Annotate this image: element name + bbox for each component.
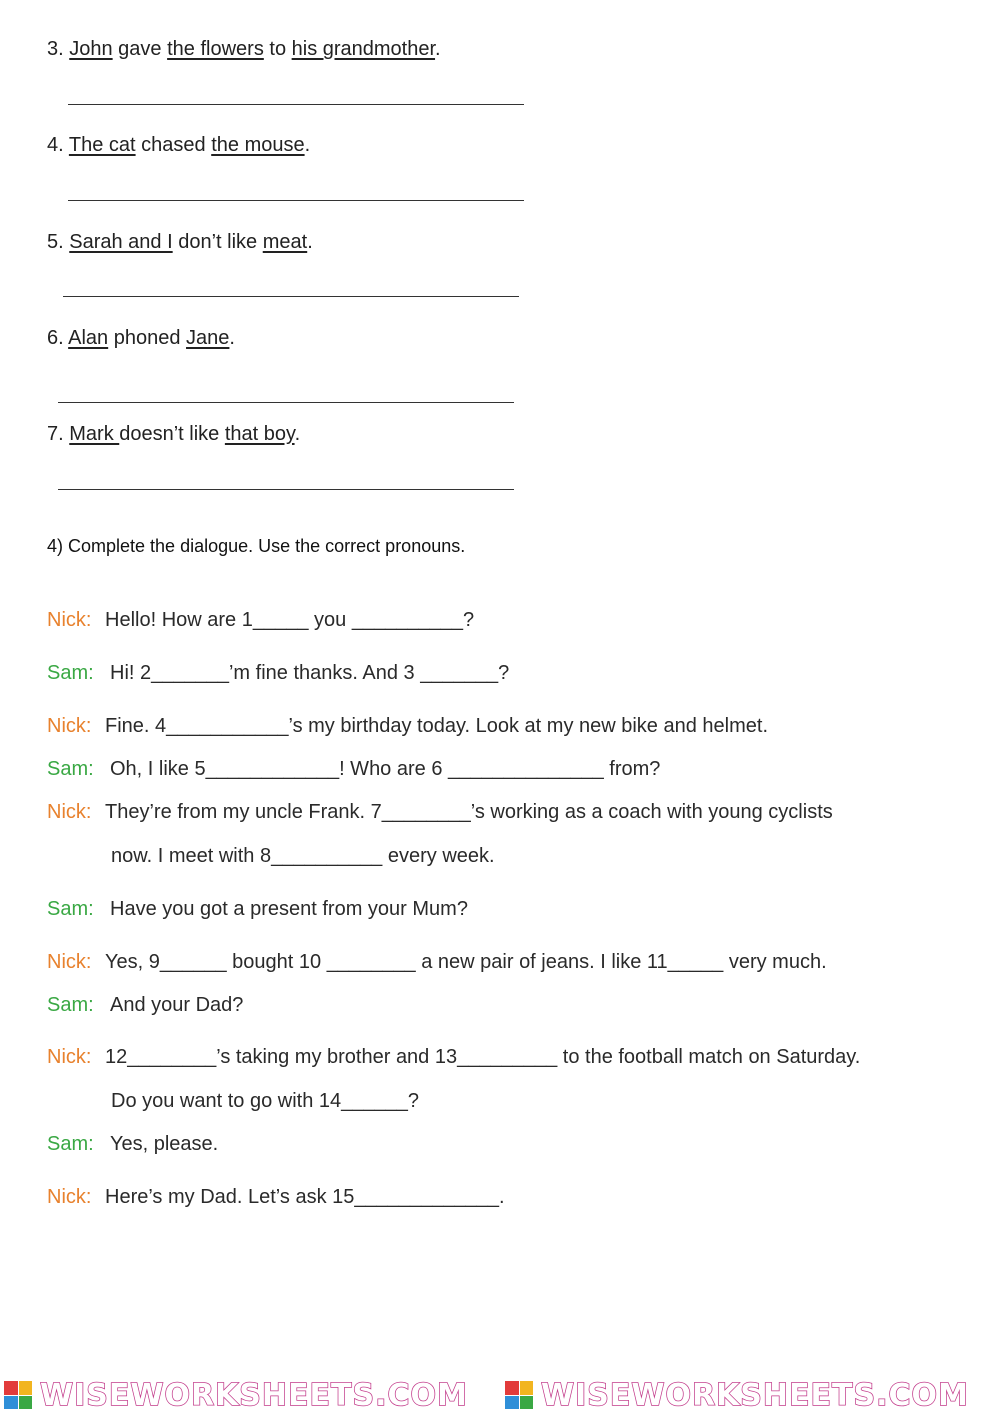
underlined-word: Sarah and I: [69, 231, 173, 253]
underlined-word: his grandmother: [291, 38, 436, 60]
plain-text: phoned: [108, 327, 187, 349]
speaker-nick: Nick:: [47, 1046, 92, 1068]
item-number: 4.: [47, 134, 64, 156]
dialogue-line-9[interactable]: 12________’s taking my brother and 13_________ to the football match on Saturday.: [105, 1046, 861, 1068]
footer-watermark: [0, 1378, 1000, 1413]
underlined-word: that boy: [224, 423, 295, 445]
plain-text: doesn’t like: [119, 423, 225, 445]
sentence-5: [47, 231, 313, 254]
plain-text: gave: [112, 38, 168, 60]
underlined-word: Mark: [69, 423, 120, 445]
answer-line-3[interactable]: [68, 104, 524, 105]
dialogue-line-10: Yes, please.: [110, 1133, 219, 1155]
answer-line-6[interactable]: [58, 402, 514, 403]
dialogue-line-5-cont[interactable]: now. I meet with 8__________ every week.: [111, 845, 495, 867]
brand-logo-left[interactable]: [4, 1378, 468, 1412]
plain-text: .: [307, 231, 313, 253]
speaker-sam: Sam:: [47, 662, 94, 684]
item-number: 3.: [47, 38, 64, 60]
item-number: 6.: [47, 327, 64, 349]
plain-text: .: [229, 327, 235, 349]
plain-text: .: [294, 423, 301, 445]
speaker-sam: Sam:: [47, 758, 94, 780]
dialogue-line-5[interactable]: They’re from my uncle Frank. 7________’s working as a coach with young cyclists: [105, 801, 833, 823]
answer-line-4[interactable]: [68, 200, 524, 201]
plain-text: .: [435, 38, 441, 60]
speaker-nick: Nick:: [47, 951, 92, 973]
dialogue-line-2[interactable]: Hi! 2_______’m fine thanks. And 3 _______?: [110, 662, 510, 684]
sentence-6: [47, 327, 235, 350]
brand-text: WISEWORKSHEETS.COM: [541, 1378, 969, 1413]
plain-text: .: [304, 134, 311, 156]
dialogue-line-1[interactable]: Hello! How are 1_____ you __________?: [105, 609, 475, 631]
dialogue-line-11[interactable]: Here’s my Dad. Let’s ask 15_____________.: [105, 1186, 505, 1208]
dialogue-line-9-cont[interactable]: Do you want to go with 14______?: [111, 1090, 419, 1112]
brand-text: WISEWORKSHEETS.COM: [40, 1378, 468, 1413]
item-number: 7.: [47, 423, 64, 445]
underlined-word: John: [69, 38, 113, 60]
underlined-word: The cat: [68, 134, 136, 156]
dialogue-line-6: Have you got a present from your Mum?: [110, 898, 468, 920]
speaker-nick: Nick:: [47, 1186, 92, 1208]
underlined-word: meat: [262, 231, 308, 253]
speaker-nick: Nick:: [47, 715, 92, 737]
dialogue-line-4[interactable]: Oh, I like 5____________! Who are 6 ______________ from?: [110, 758, 661, 780]
logo-icon: [505, 1381, 533, 1409]
underlined-word: the flowers: [167, 38, 264, 60]
logo-icon: [4, 1381, 32, 1409]
sentence-4: [47, 134, 310, 157]
plain-text: to: [263, 38, 292, 60]
answer-line-7[interactable]: [58, 489, 514, 490]
speaker-sam: Sam:: [47, 898, 94, 920]
underlined-word: Alan: [68, 327, 109, 349]
answer-line-5[interactable]: [63, 296, 519, 297]
exercise-heading: 4) Complete the dialogue. Use the correct pronouns.: [47, 536, 466, 556]
dialogue-line-3[interactable]: Fine. 4___________’s my birthday today. Look at my new bike and helmet.: [105, 715, 768, 737]
plain-text: chased: [135, 134, 212, 156]
underlined-word: Jane: [186, 327, 230, 349]
sentence-7: [47, 423, 300, 446]
speaker-sam: Sam:: [47, 1133, 94, 1155]
speaker-nick: Nick:: [47, 801, 92, 823]
dialogue-line-7[interactable]: Yes, 9______ bought 10 ________ a new pair of jeans. I like 11_____ very much.: [105, 951, 827, 973]
speaker-sam: Sam:: [47, 994, 94, 1016]
dialogue-line-8: And your Dad?: [110, 994, 244, 1016]
brand-logo-right[interactable]: [505, 1378, 969, 1412]
sentence-3: [47, 38, 441, 61]
plain-text: don’t like: [172, 231, 263, 253]
underlined-word: the mouse: [211, 134, 305, 156]
speaker-nick: Nick:: [47, 609, 92, 631]
item-number: 5.: [47, 231, 64, 253]
